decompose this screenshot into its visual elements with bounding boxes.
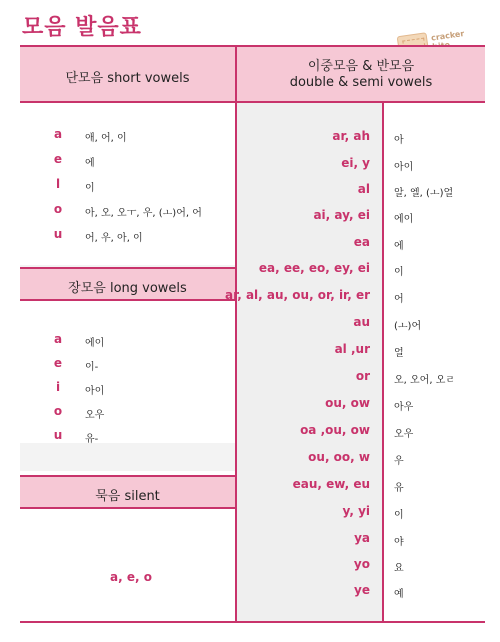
short-vowels-title: 단모음 short vowels — [65, 71, 190, 86]
short-vowels-header — [20, 45, 235, 103]
double-vowel-pronunciation: 아이 — [394, 162, 414, 173]
double-vowel-pronunciation: 아우 — [394, 402, 414, 413]
long-vowel-pronunciation: 유- — [85, 434, 99, 445]
double-vowel-pronunciation: 유 — [394, 483, 404, 494]
table-bottom-border — [20, 621, 485, 623]
double-vowel-spelling: ar, ah — [332, 129, 370, 143]
short-vowel-letter: e — [53, 152, 63, 166]
double-vowel-spelling: ou, oo, w — [308, 450, 370, 464]
double-vowel-pronunciation: 예 — [394, 589, 404, 600]
short-vowel-letter: a — [53, 127, 63, 141]
double-vowel-spelling: or — [355, 369, 370, 383]
long-vowel-pronunciation: 아이 — [85, 386, 105, 397]
double-semi-title-korean: 이중모음 & 반모음 — [307, 59, 415, 74]
double-vowel-pronunciation: 에 — [394, 241, 404, 252]
long-vowel-pronunciation: 에이 — [85, 338, 105, 349]
double-vowel-pronunciation: 우 — [394, 456, 404, 467]
silent-title: 묵음 silent — [95, 489, 160, 504]
long-vowel-letter: u — [53, 428, 63, 442]
silent-header — [20, 475, 235, 509]
short-vowel-letter: u — [53, 227, 63, 241]
double-vowel-pronunciation: 아 — [394, 135, 404, 146]
long-vowel-letter: e — [53, 356, 63, 370]
double-vowel-pronunciation: 오우 — [394, 429, 414, 440]
short-vowel-letter: o — [53, 202, 63, 216]
double-vowel-spelling: ea, ee, eo, ey, ei — [258, 261, 370, 275]
double-vowel-spelling: ei, y — [341, 156, 370, 170]
double-vowel-pronunciation: 어 — [394, 294, 404, 305]
short-vowel-pronunciation: 애, 어, 이 — [85, 133, 127, 144]
double-vowel-spelling: oa ,ou, ow — [300, 423, 370, 437]
short-vowel-pronunciation: 아, 오, 오ㅜ, 우, (ㅗ)어, 어 — [85, 208, 202, 219]
double-vowel-pronunciation: 요 — [394, 563, 404, 574]
double-vowel-spelling: al — [357, 182, 370, 196]
double-vowel-spelling: y, yi — [342, 504, 370, 518]
double-vowel-pronunciation: 알, 엘, (ㅗ)얼 — [394, 188, 454, 199]
double-vowels-divider — [382, 103, 384, 623]
double-vowel-spelling: al ,ur — [334, 342, 370, 356]
double-vowel-spelling: ye — [354, 583, 370, 597]
double-semi-title-english: double & semi vowels — [289, 75, 433, 90]
double-vowel-spelling: ar, al, au, ou, or, ir, er — [224, 288, 370, 302]
double-vowel-spelling: ai, ay, ei — [313, 208, 370, 222]
silent-letters: a, e, o — [110, 570, 152, 584]
double-vowel-pronunciation: 이 — [394, 510, 404, 521]
long-vowel-letter: i — [55, 380, 61, 394]
column-divider — [235, 45, 237, 623]
double-vowel-pronunciation: (ㅗ)어 — [394, 321, 422, 332]
long-vowels-header — [20, 267, 235, 301]
long-vowels-footer-panel — [20, 443, 235, 471]
double-vowel-spelling: ou, ow — [325, 396, 370, 410]
double-vowel-pronunciation: 오, 오어, 오ㄹ — [394, 375, 456, 386]
double-vowel-spelling: eau, ew, eu — [292, 477, 370, 491]
double-vowel-pronunciation: 얼 — [394, 348, 404, 359]
long-vowel-pronunciation: 이- — [85, 362, 99, 373]
short-vowel-pronunciation: 에 — [85, 158, 95, 169]
double-vowel-spelling: ea — [353, 235, 370, 249]
long-vowels-title: 장모음 long vowels — [68, 281, 187, 296]
short-vowel-pronunciation: 이 — [85, 183, 95, 194]
vowel-pronunciation-table — [20, 45, 485, 623]
long-vowel-pronunciation: 오우 — [85, 410, 105, 421]
page-title: 모음 발음표 — [22, 15, 142, 40]
double-semi-vowels-header — [237, 45, 485, 103]
long-vowel-letter: o — [53, 404, 63, 418]
short-vowel-letter: l — [55, 177, 61, 191]
double-vowel-pronunciation: 야 — [394, 537, 404, 548]
double-vowel-spelling: yo — [353, 557, 370, 571]
double-vowel-pronunciation: 이 — [394, 267, 404, 278]
double-vowel-pronunciation: 에이 — [394, 214, 414, 225]
table-top-border — [20, 45, 485, 47]
double-vowel-spelling: ya — [354, 531, 370, 545]
short-vowel-pronunciation: 어, 우, 아, 이 — [85, 233, 143, 244]
double-vowel-spelling: au — [353, 315, 370, 329]
long-vowel-letter: a — [53, 332, 63, 346]
logo-line-1: cracker — [430, 29, 465, 43]
